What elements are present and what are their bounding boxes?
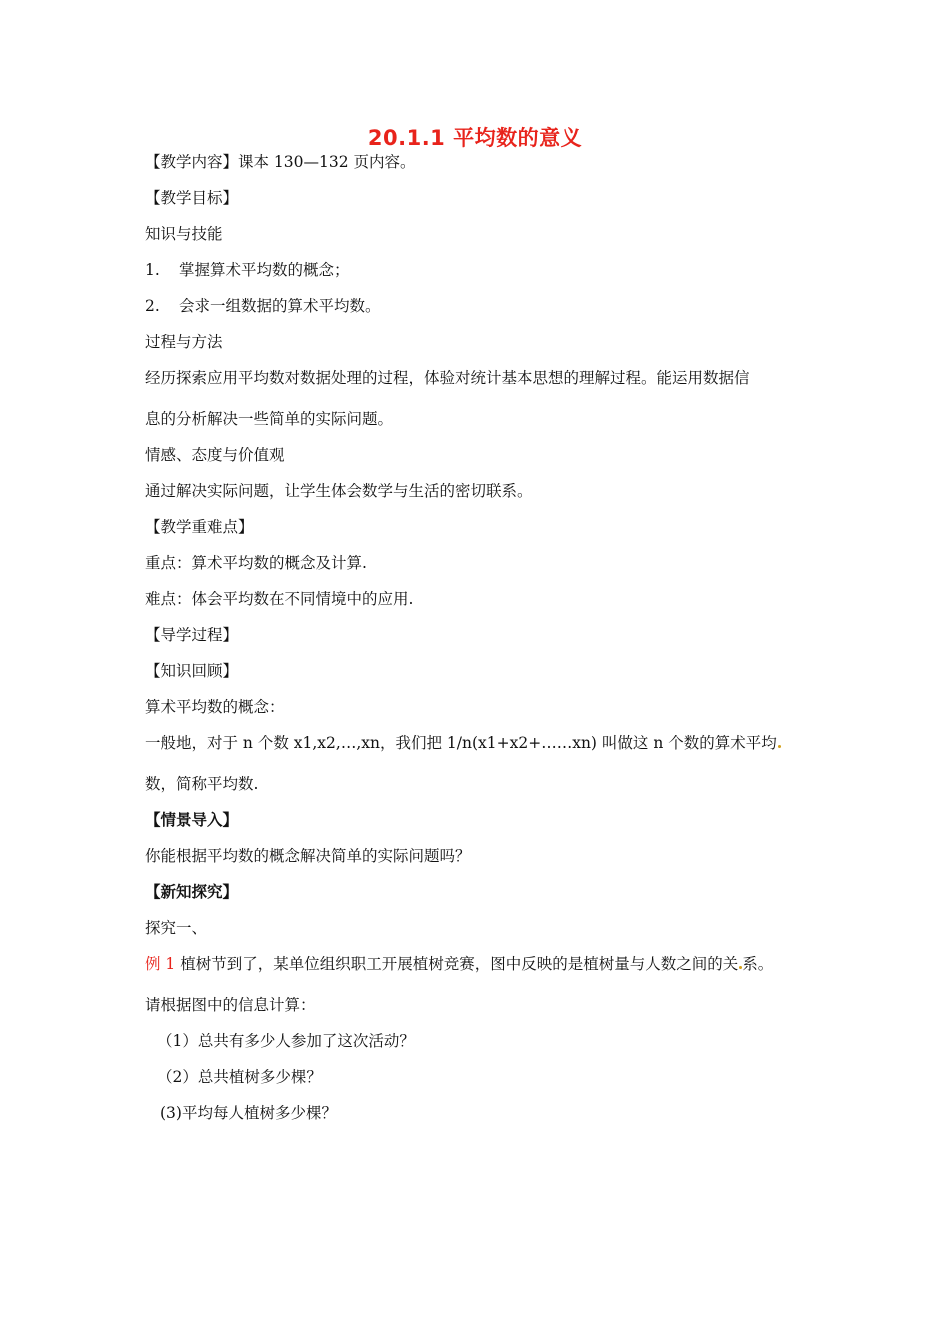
process-method-text-2: 息的分析解决一些简单的实际问题。 [145,410,394,428]
question-2: （2）总共植树多少棵？ [157,1068,322,1086]
process-method-text-1: 经历探索应用平均数对数据处理的过程，体验对统计基本思想的理解过程。能运用数据信 [145,369,750,387]
scenario-intro-text: 你能根据平均数的概念解决简单的实际问题吗？ [145,847,471,865]
guided-process-heading: 【导学过程】 [145,626,239,644]
new-knowledge-heading: 【新知探究】 [145,882,239,901]
exploration-one-heading: 探究一、 [145,919,208,937]
attitude-values-heading: 情感、态度与价值观 [145,446,285,464]
question-1: （1）总共有多少人参加了这次活动？ [157,1032,415,1050]
key-point-text: 重点：算术平均数的概念及计算. [145,554,367,572]
goal-item-2-text: 会求一组数据的算术平均数。 [179,297,381,315]
mean-concept-heading: 算术平均数的概念： [145,698,285,716]
knowledge-review-heading: 【知识回顾】 [145,662,239,680]
knowledge-skills-heading: 知识与技能 [145,225,223,243]
document-title: 20.1.1 平均数的意义 [367,126,583,150]
key-points-heading: 【教学重难点】 [145,518,254,536]
mean-definition-line-1 [145,732,781,754]
example-1-label: 例 1 [145,955,176,973]
example-1-text: 植树节到了，某单位组织职工开展植树竞赛，图中反映的是植树量与人数之间的关 [175,955,739,973]
mean-definition-line-2: 数，简称平均数. [145,775,259,793]
example-1-text-end: 系。 [742,955,774,973]
goal-item-2-number: 2. [145,297,160,315]
scenario-intro-heading: 【情景导入】 [145,810,239,829]
difficult-point-text: 难点：体会平均数在不同情境中的应用. [145,590,414,608]
attitude-values-text: 通过解决实际问题，让学生体会数学与生活的密切联系。 [145,482,533,500]
question-3: (3)平均每人植树多少棵？ [160,1104,337,1122]
goal-item-1-number: 1. [145,261,160,279]
goal-item-1 [145,259,350,281]
example-1-line [145,953,773,975]
process-method-heading: 过程与方法 [145,333,223,351]
teaching-goals-heading: 【教学目标】 [145,189,239,207]
goal-item-1-text: 掌握算术平均数的概念； [179,261,350,279]
mean-definition-text: 一般地，对于 n 个数 x1,x2,…,xn，我们把 1/n(x1+x2+……xn) 叫做这 n 个数的算术平均 [145,734,777,752]
goal-item-2 [145,295,381,317]
teaching-content-line: 【教学内容】课本 130—132 页内容。 [145,153,416,171]
calculation-prompt: 请根据图中的信息计算： [145,996,316,1014]
marker-dot [778,745,781,748]
